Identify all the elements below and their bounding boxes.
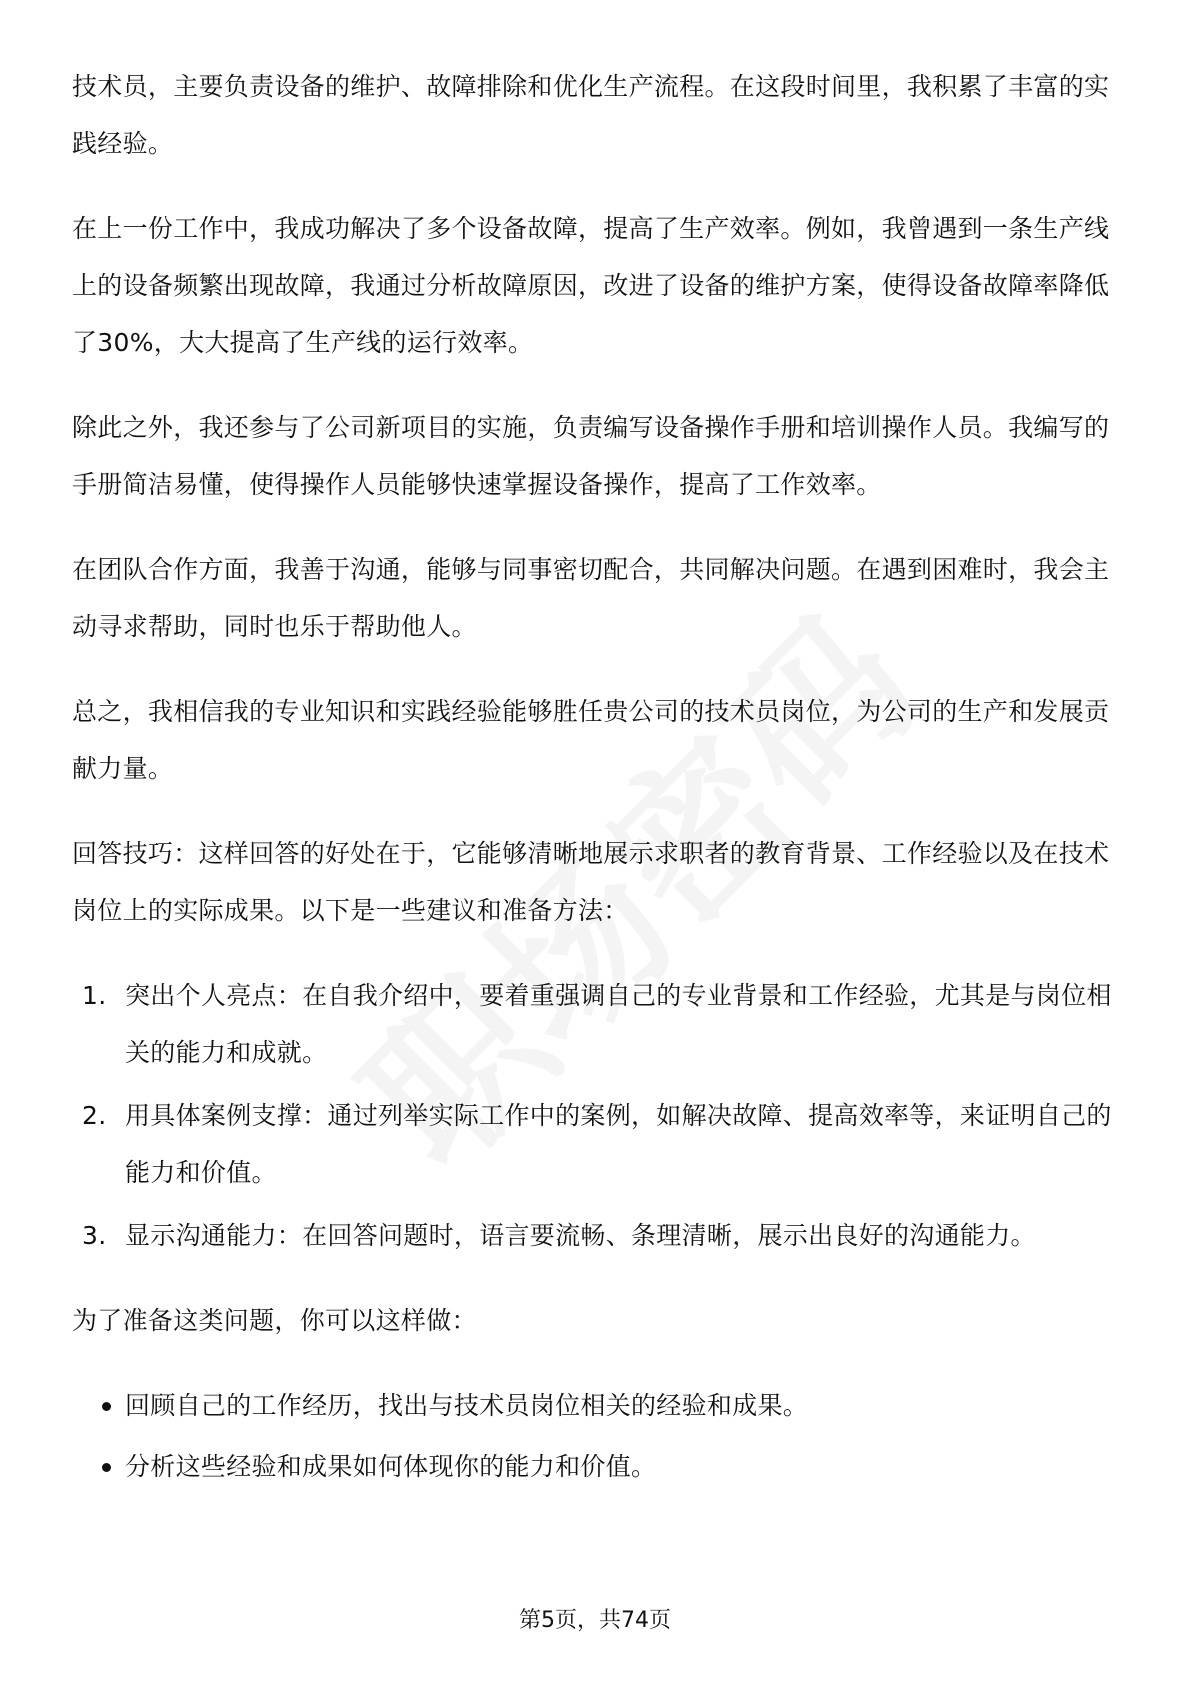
paragraph-answer-tips: 回答技巧：这样回答的好处在于，它能够清晰地展示求职者的教育背景、工作经验以及在技术岗位上的实际成果。以下是一些建议和准备方法： bbox=[72, 839, 1110, 925]
list-item bbox=[72, 1438, 1118, 1495]
tips-numbered-list bbox=[72, 967, 1118, 1264]
page-number-label: 第5页，共74页 bbox=[519, 1608, 671, 1633]
page-footer bbox=[0, 1606, 1190, 1636]
list-item bbox=[72, 1377, 1118, 1434]
list-item-text: 显示沟通能力：在回答问题时，语言要流畅、条理清晰，展示出良好的沟通能力。 bbox=[125, 1221, 1036, 1250]
prep-bullet-list bbox=[72, 1377, 1118, 1495]
list-item bbox=[72, 967, 1118, 1081]
paragraph-intro-continued: 技术员，主要负责设备的维护、故障排除和优化生产流程。在这段时间里，我积累了丰富的实践经验。 bbox=[72, 72, 1110, 158]
paragraph-new-project: 除此之外，我还参与了公司新项目的实施，负责编写设备操作手册和培训操作人员。我编写的手册简洁易懂，使得操作人员能够快速掌握设备操作，提高了工作效率。 bbox=[72, 413, 1110, 499]
list-item-text: 用具体案例支撑：通过列举实际工作中的案例，如解决故障、提高效率等，来证明自己的能力和价值。 bbox=[125, 1101, 1112, 1187]
list-item bbox=[72, 1207, 1118, 1264]
page-content bbox=[72, 58, 1118, 1499]
list-item-text: 分析这些经验和成果如何体现你的能力和价值。 bbox=[125, 1452, 657, 1481]
paragraph-teamwork: 在团队合作方面，我善于沟通，能够与同事密切配合，共同解决问题。在遇到困难时，我会主动寻求帮助，同时也乐于帮助他人。 bbox=[72, 555, 1110, 641]
list-number: 3. bbox=[82, 1221, 107, 1250]
paragraph-summary: 总之，我相信我的专业知识和实践经验能够胜任贵公司的技术员岗位，为公司的生产和发展贡献力量。 bbox=[72, 697, 1110, 783]
list-item-text: 突出个人亮点：在自我介绍中，要着重强调自己的专业背景和工作经验，尤其是与岗位相关的能力和成就。 bbox=[125, 981, 1112, 1067]
list-item-text: 回顾自己的工作经历，找出与技术员岗位相关的经验和成果。 bbox=[125, 1391, 809, 1420]
paragraph-previous-job: 在上一份工作中，我成功解决了多个设备故障，提高了生产效率。例如，我曾遇到一条生产线上的设备频繁出现故障，我通过分析故障原因，改进了设备的维护方案，使得设备故障率降低了30%，大大提高了生产线的运行效率。 bbox=[72, 214, 1110, 357]
list-item bbox=[72, 1087, 1118, 1201]
list-number: 1. bbox=[82, 981, 107, 1010]
bullet-icon bbox=[102, 1402, 111, 1411]
list-number: 2. bbox=[82, 1101, 107, 1130]
bullet-icon bbox=[102, 1463, 111, 1472]
paragraph-prep-intro: 为了准备这类问题，你可以这样做： bbox=[72, 1306, 477, 1335]
